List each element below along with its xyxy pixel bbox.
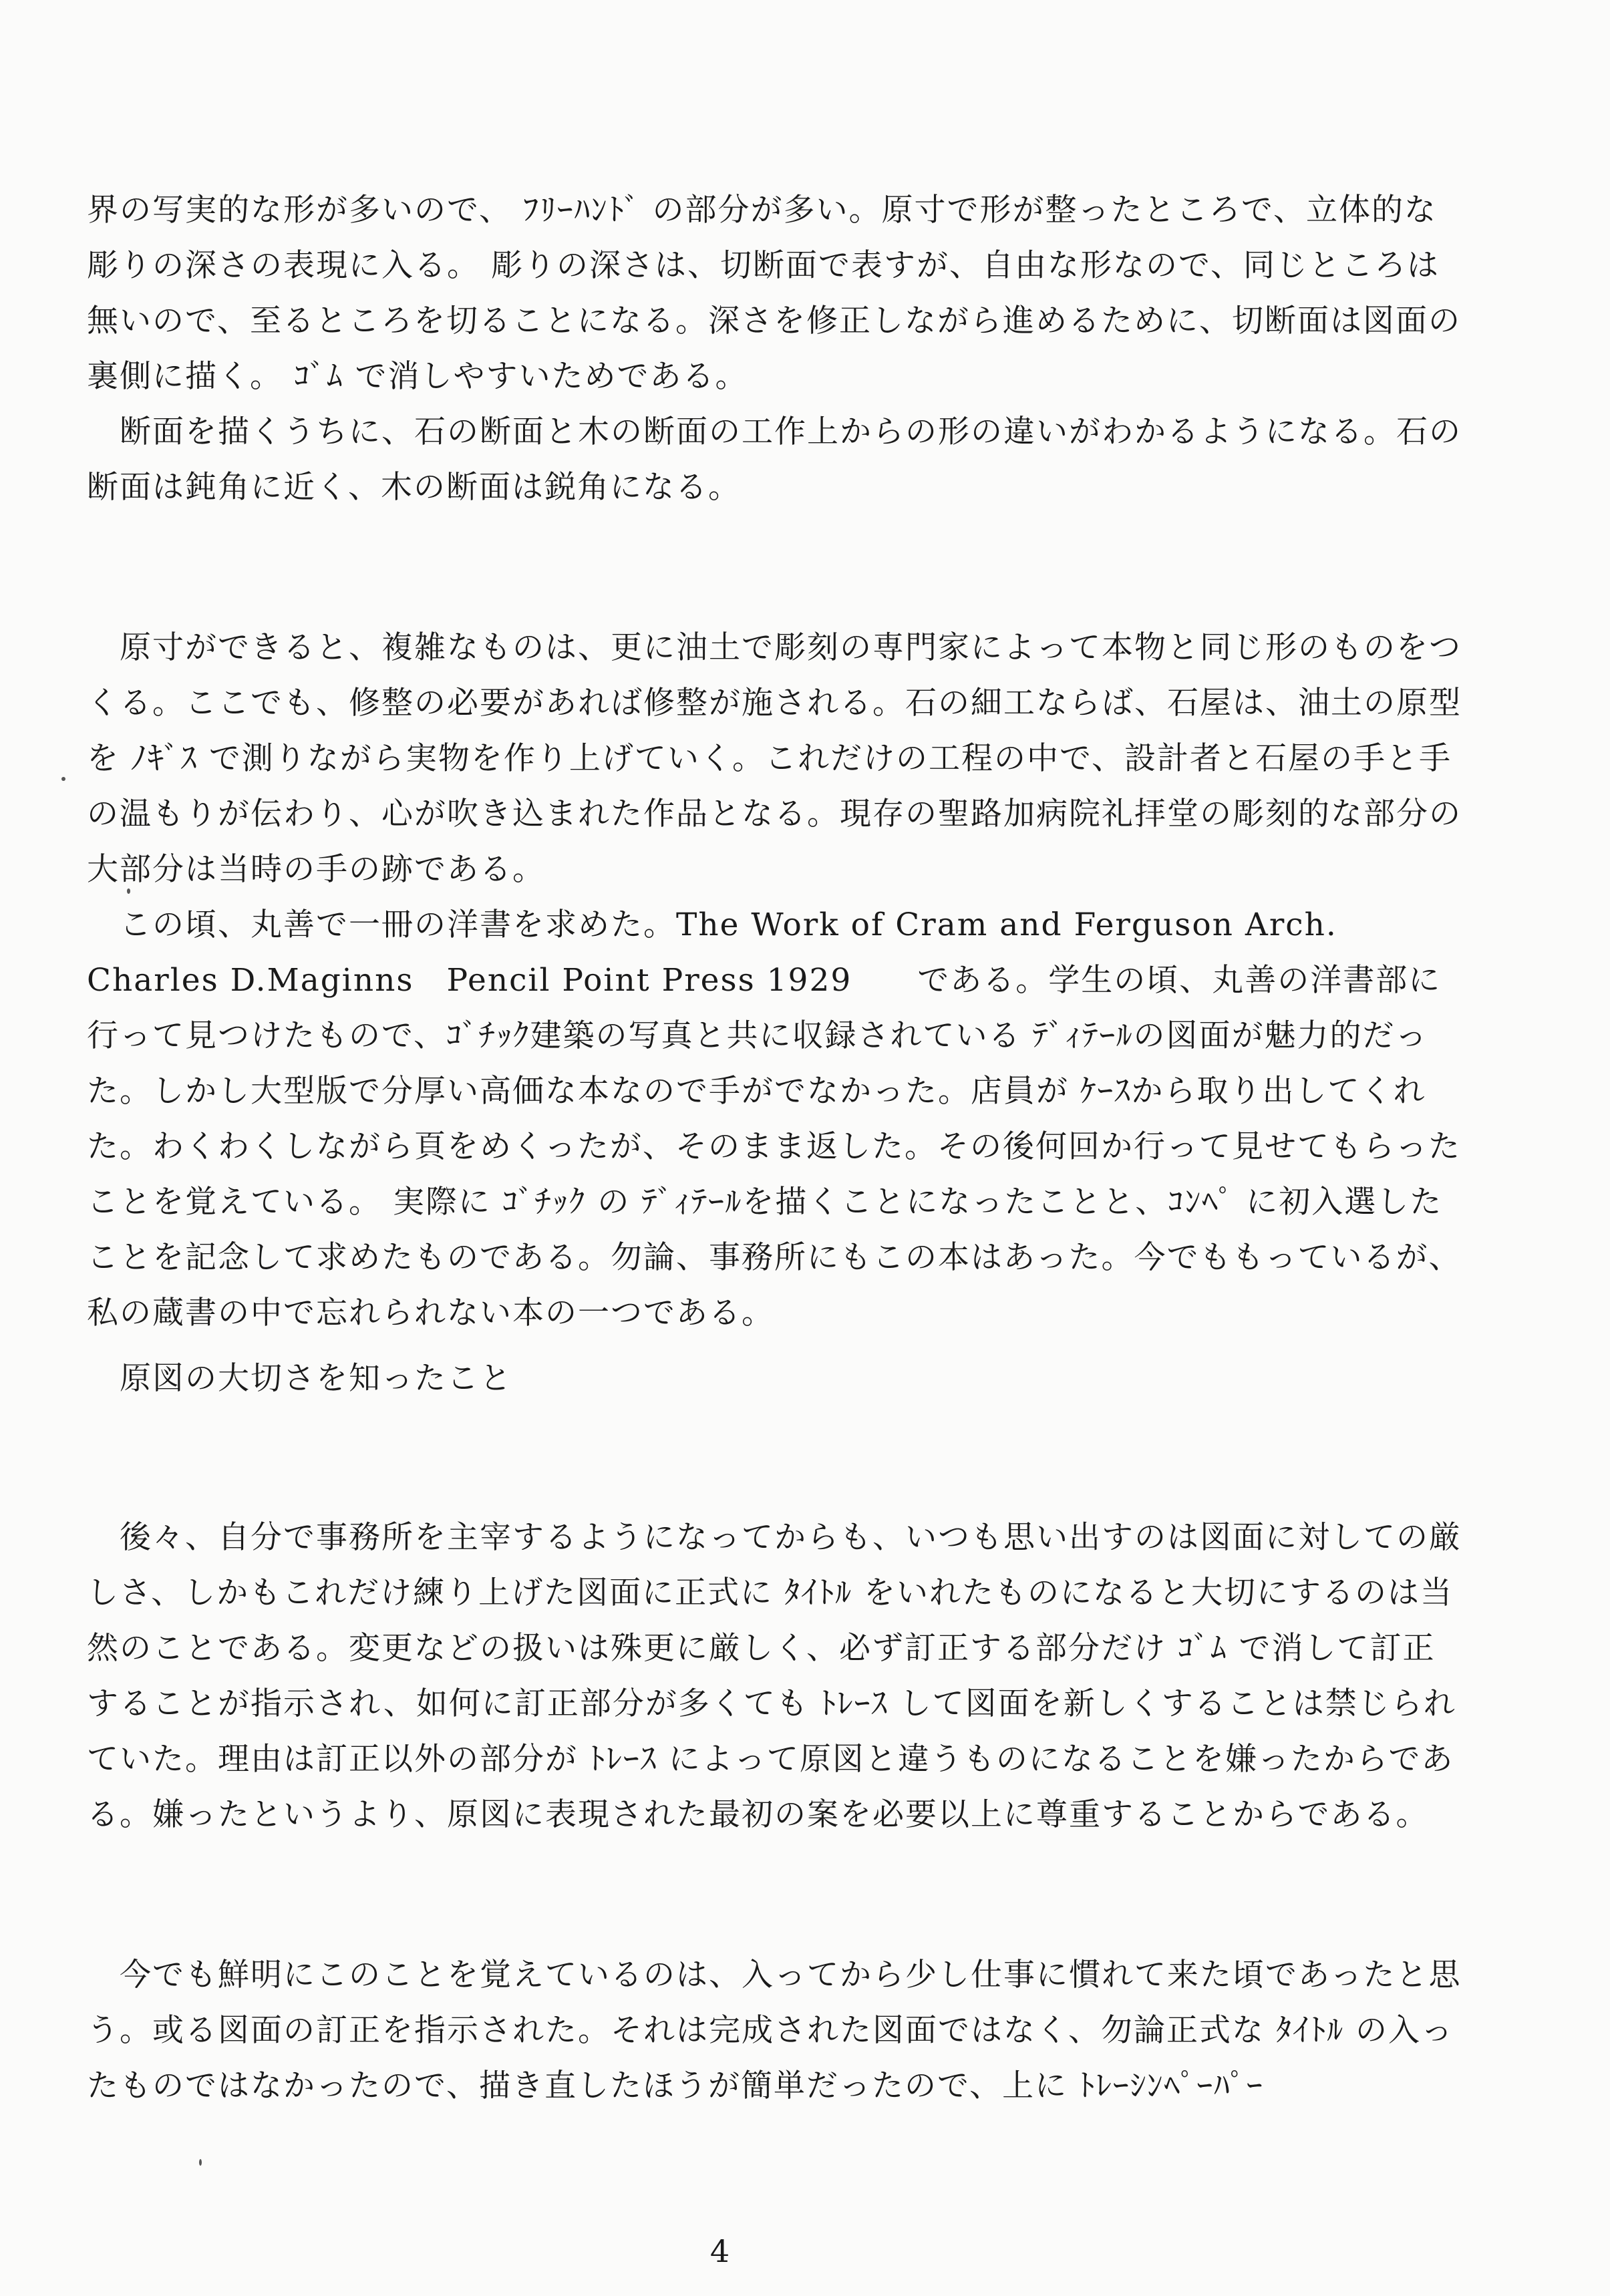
scan-speck xyxy=(127,888,130,894)
section-heading: 原図の大切さを知ったこと xyxy=(87,1360,512,1397)
page-number: 4 xyxy=(709,2233,730,2269)
paragraph-clay-models: 原寸ができると、複雑なものは、更に油土で彫刻の専門家によって本物と同じ形のものをつくる。ここでも、修整の必要があれば修整が施される。石の細工ならば、石屋は、油土の原型を ﾉｷﾞｽ で測りながら実物を作り上げていく。これだけの工程の中で、設計者と石屋の手と手の温もりが伝わり、心が吹き込まれた作品となる。現存の聖路加病院礼拝堂の彫刻的な部分の大部分は当時の手の跡である。 xyxy=(87,629,1462,888)
paragraph-carving-depth: 界の写実的な形が多いので、 ﾌﾘｰﾊﾝﾄﾞ の部分が多い。原寸で形が整ったところで、立体的な彫りの深さの表現に入る。 彫りの深さは、切断面で表すが、自由な形なので、同じところは無いので、至るところを切ることになる。深さを修正しながら進めるために、切断面は図面の裏側に描く。 ｺﾞﾑ で消しやすいためである。 xyxy=(87,192,1462,395)
paragraph-correction-memory: 今でも鮮明にこのことを覚えているのは、入ってから少し仕事に慣れて来た頃であったと思う。或る図面の訂正を指示された。それは完成された図面ではなく、勿論正式な ﾀｲﾄﾙ の入ったものではなかったので、描き直したほうが簡単だったので、上に ﾄﾚｰｼﾝﾍﾟｰﾊﾟｰ xyxy=(87,1957,1462,2104)
scan-speck xyxy=(61,777,65,781)
paragraph-drawing-strictness: 後々、自分で事務所を主宰するようになってからも、いつも思い出すのは図面に対しての厳しさ、しかもこれだけ練り上げた図面に正式に ﾀｲﾄﾙ をいれたものになると大切にするのは当然のことである。変更などの扱いは殊更に厳しく、必ず訂正する部分だけ ｺﾞﾑ で消して訂正することが指示され、如何に訂正部分が多くても ﾄﾚｰｽ して図面を新しくすることは禁じられていた。理由は訂正以外の部分が ﾄﾚｰｽ によって原図と違うものになることを嫌ったからである。嫌ったというより、原図に表現された最初の案を必要以上に尊重することからである。 xyxy=(87,1519,1462,1833)
paragraph-section-shapes: 断面を描くうちに、石の断面と木の断面の工作上からの形の違いがわかるようになる。石の断面は鈍角に近く、木の断面は鋭角になる。 xyxy=(87,414,1462,506)
scan-speck xyxy=(199,2159,202,2166)
paragraph-maruzen-book: この頃、丸善で一冊の洋書を求めた。The Work of Cram and Ferguson Arch. Charles D.Maginns Pencil Point Press 1929 である。学生の頃、丸善の洋書部に行って見つけたもので、ｺﾞﾁｯｸ建築の写真と共に収録されている ﾃﾞｨﾃｰﾙの図面が魅力的だった。しかし大型版で分厚い高価な本なので手がでなかった。店員が ｹｰｽから取り出してくれた。わくわくしながら頁をめくったが、そのまま返した。その後何回か行って見せてもらったことを覚えている。 実際に ｺﾞﾁｯｸ の ﾃﾞｨﾃｰﾙを描くことになったことと、ｺﾝﾍﾟ に初入選したことを記念して求めたものである。勿論、事務所にもこの本はあった。今でももっているが、私の蔵書の中で忘れられない本の一つである。 xyxy=(87,907,1462,1331)
